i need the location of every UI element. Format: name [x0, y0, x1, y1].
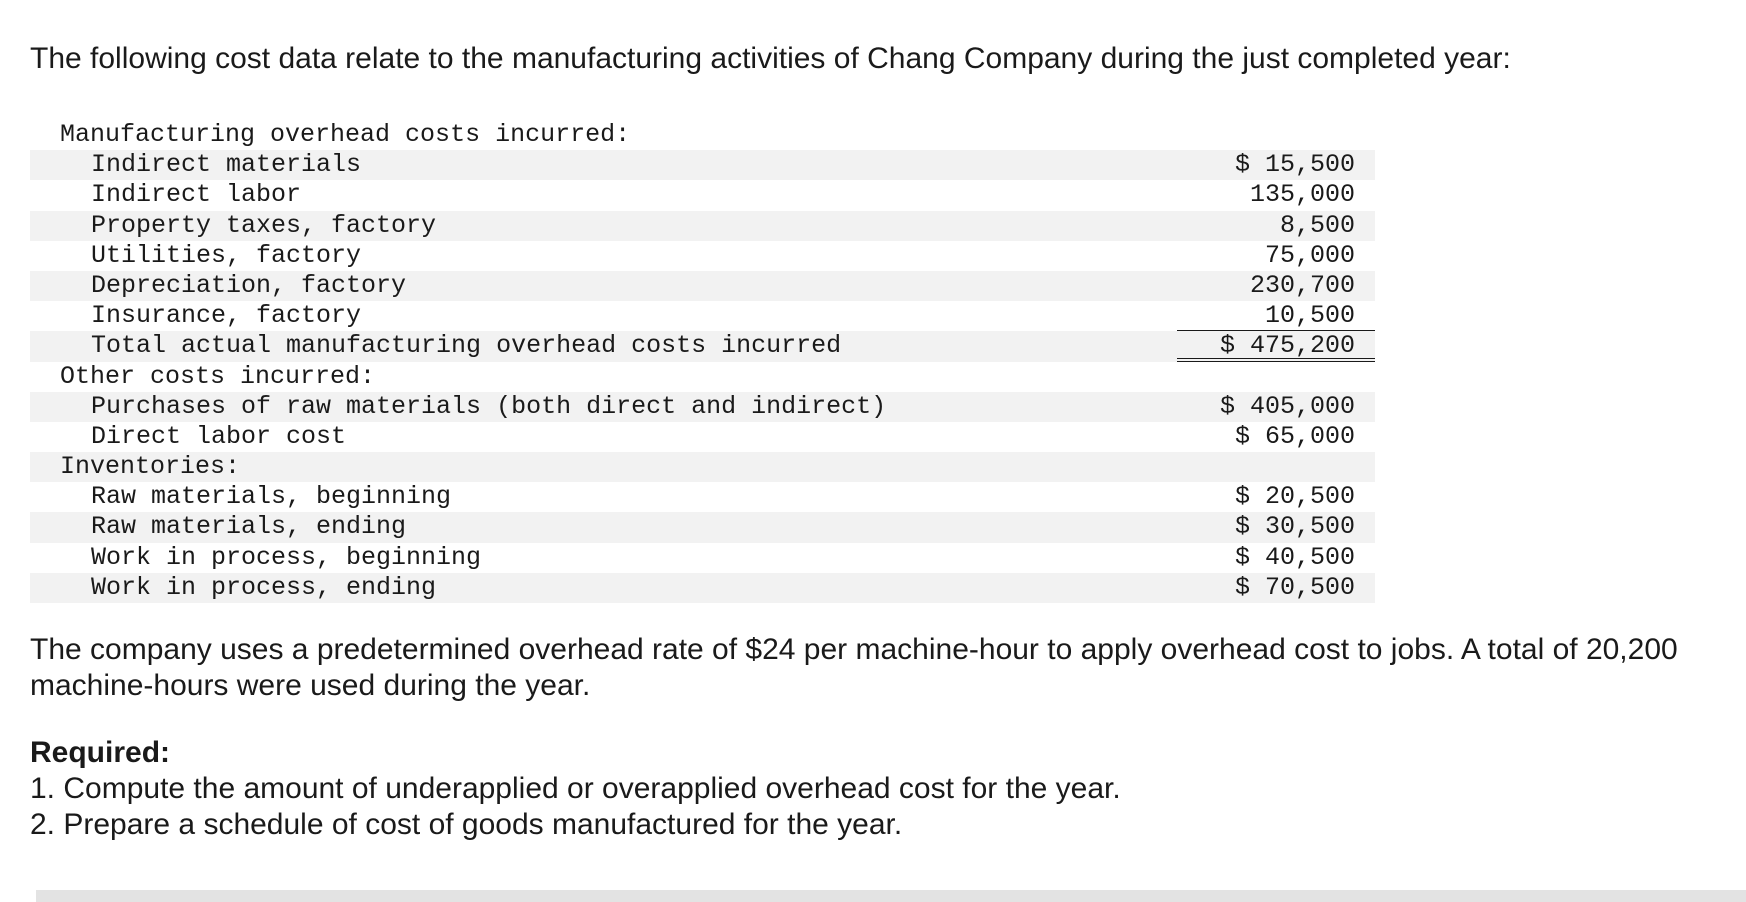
row-amount: $ 15,500: [1234, 150, 1355, 180]
section-header-label: Other costs incurred:: [60, 361, 376, 391]
row-amount: $ 70,500: [1234, 572, 1355, 602]
table-row: [30, 150, 1375, 180]
row-label: Depreciation, factory: [91, 270, 407, 300]
table-row: [30, 482, 1375, 512]
row-label: Direct labor cost: [91, 421, 347, 451]
required-item: 2. Prepare a schedule of cost of goods manufactured for the year.: [30, 808, 903, 841]
intro-text: The following cost data relate to the manufacturing activities of Chang Company during the just completed year:: [30, 42, 1511, 75]
required-list: [30, 771, 1121, 843]
table-row: [30, 422, 1375, 452]
total-row: [30, 331, 1375, 361]
row-amount: $ 405,000: [1219, 391, 1355, 421]
row-amount: $ 65,000: [1234, 421, 1355, 451]
row-label: Raw materials, ending: [91, 512, 407, 542]
row-amount: 230,700: [1249, 270, 1355, 300]
section-header-inventories: [30, 452, 1375, 482]
section-header-label: Inventories:: [60, 452, 241, 482]
row-amount: $ 40,500: [1234, 542, 1355, 572]
row-amount: $ 475,200: [1219, 331, 1355, 361]
row-label: Raw materials, beginning: [91, 482, 452, 512]
required-heading: Required:: [30, 736, 171, 769]
row-amount: $ 30,500: [1234, 512, 1355, 542]
row-label: Total actual manufacturing overhead costs incurred: [91, 331, 842, 361]
row-amount: 135,000: [1249, 180, 1355, 210]
row-label: Property taxes, factory: [91, 210, 437, 240]
cost-data-table: [30, 120, 1375, 603]
bottom-divider-bar: [36, 890, 1746, 902]
row-amount: 8,500: [1279, 210, 1355, 240]
row-label: Work in process, ending: [91, 572, 437, 602]
table-row: [30, 392, 1375, 422]
section-header-overhead: [30, 120, 1375, 150]
table-row: [30, 573, 1375, 603]
table-row: [30, 211, 1375, 241]
overhead-rate-paragraph: The company uses a predetermined overhead rate of $24 per machine-hour to apply overhead cost to jobs. A total of 20,200 machine-hours were used during the year.: [30, 633, 1678, 702]
section-header-other: [30, 362, 1375, 392]
row-amount: $ 20,500: [1234, 482, 1355, 512]
table-row: [30, 301, 1375, 331]
row-label: Work in process, beginning: [91, 542, 482, 572]
table-row: [30, 512, 1375, 542]
table-row: [30, 241, 1375, 271]
table-row: [30, 271, 1375, 301]
row-label: Purchases of raw materials (both direct and indirect): [91, 391, 887, 421]
table-row: [30, 180, 1375, 210]
required-item: 1. Compute the amount of underapplied or overapplied overhead cost for the year.: [30, 772, 1121, 805]
table-row: [30, 543, 1375, 573]
section-header-label: Manufacturing overhead costs incurred:: [60, 120, 631, 149]
row-amount: 75,000: [1264, 240, 1355, 270]
total-double-rule: [1177, 331, 1375, 361]
row-amount: 10,500: [1264, 301, 1355, 331]
row-label: Insurance, factory: [91, 301, 362, 331]
row-label: Indirect materials: [91, 150, 362, 180]
row-label: Indirect labor: [91, 180, 302, 210]
row-label: Utilities, factory: [91, 240, 362, 270]
